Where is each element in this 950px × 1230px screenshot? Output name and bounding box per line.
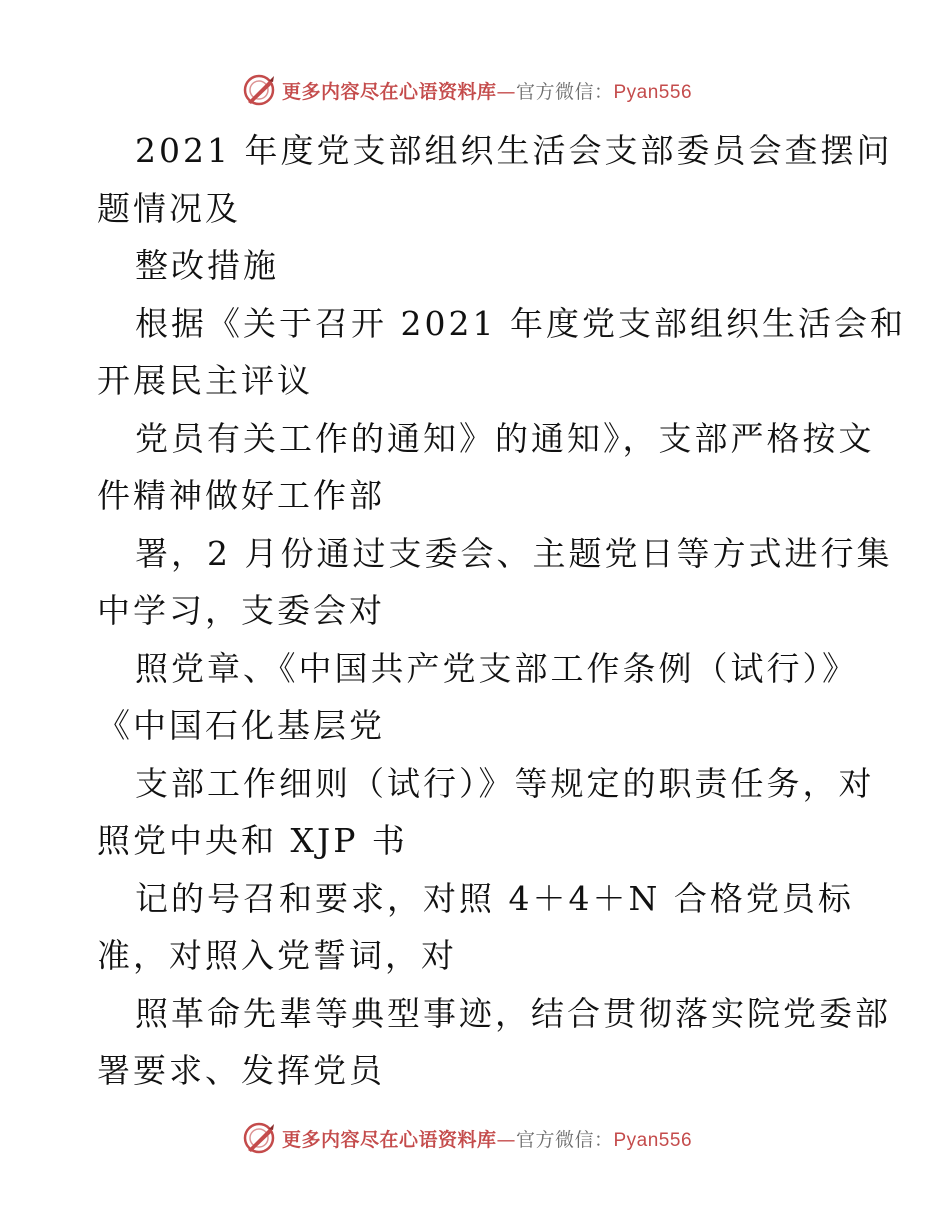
text-line: 照党章、《中国共产党支部工作条例（试行）》 xyxy=(135,648,858,688)
text-line: 支部工作细则（试行）》等规定的职责任务，对 xyxy=(135,763,875,803)
text-line: 照党中央和 XJP 书 xyxy=(97,821,408,860)
header-banner-text xyxy=(282,77,692,104)
text-line: 署，2 月份通过支委会、主题党日等方式进行集 xyxy=(135,533,893,573)
text-line: 《中国石化基层党 xyxy=(97,706,385,745)
header-banner-inner xyxy=(242,73,692,107)
text-line: 记的号召和要求，对照 4＋4＋N 合格党员标 xyxy=(135,878,854,918)
text-line: 准，对照入党誓词，对 xyxy=(97,936,457,975)
text-line: 中学习，支委会对 xyxy=(97,591,385,630)
footer-banner-official: 官方微信： xyxy=(515,1128,614,1151)
quill-logo-icon xyxy=(242,1121,276,1155)
footer-banner-dash: — xyxy=(496,1128,516,1151)
text-line: 根据《关于召开 2021 年度党支部组织生活会和 xyxy=(135,303,906,343)
footer-banner-site: 更多内容尽在心语资料库 xyxy=(281,1128,497,1151)
header-banner xyxy=(0,70,950,110)
header-banner-official: 官方微信： xyxy=(515,80,614,103)
header-banner-site: 更多内容尽在心语资料库 xyxy=(281,80,497,103)
quill-logo-icon xyxy=(242,73,276,107)
footer-banner-text xyxy=(282,1125,692,1152)
text-line: 2021 年度党支部组织生活会支部委员会查摆问 xyxy=(135,131,893,170)
text-line: 整改措施 xyxy=(135,246,279,285)
footer-banner-account: Pyan556 xyxy=(613,1129,693,1151)
text-line: 题情况及 xyxy=(97,188,241,228)
footer-banner-inner xyxy=(242,1121,692,1155)
text-line: 党员有关工作的通知》的通知》，支部严格按文 xyxy=(135,418,875,458)
header-banner-account: Pyan556 xyxy=(613,81,693,103)
text-line: 照革命先辈等典型事迹，结合贯彻落实院党委部 xyxy=(135,993,891,1033)
text-line: 署要求、发挥党员 xyxy=(97,1051,385,1090)
header-banner-dash: — xyxy=(496,80,516,103)
text-line: 开展民主评议 xyxy=(97,361,313,400)
document-body xyxy=(97,122,906,1100)
footer-banner xyxy=(0,1118,950,1158)
text-line: 件精神做好工作部 xyxy=(97,476,385,515)
